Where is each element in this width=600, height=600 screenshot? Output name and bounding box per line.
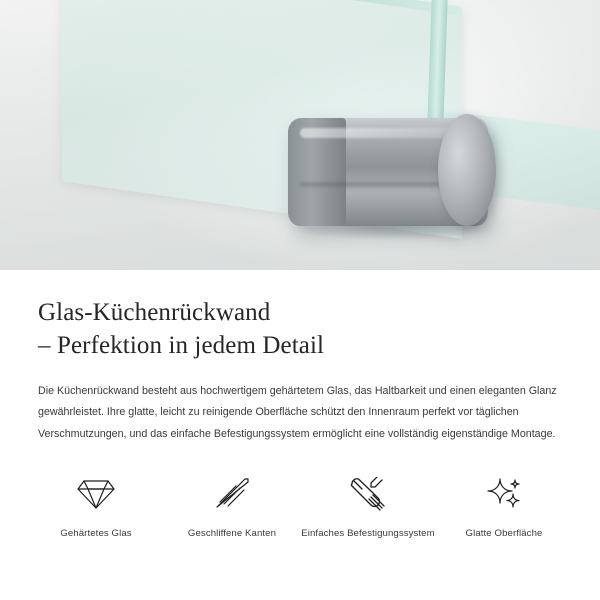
tools-icon [348, 474, 388, 514]
feature-item-polished-edges [164, 474, 300, 539]
feature-item-smooth-surface [436, 474, 572, 539]
feature-label: Einfaches Befestigungssystem [301, 528, 435, 540]
feature-item-mounting-system [300, 474, 436, 539]
headline-line-1: Glas-Küchenrückwand [38, 299, 271, 326]
sparkle-icon [484, 474, 524, 514]
metal-clamp-end-cap [438, 114, 496, 226]
polished-edges-icon [212, 474, 252, 514]
text-content [0, 270, 600, 446]
page-title [38, 296, 562, 363]
feature-label: Gehärtetes Glas [60, 528, 132, 540]
headline-line-2: – Perfektion in jedem Detail [38, 332, 325, 360]
feature-label: Geschliffene Kanten [187, 528, 277, 540]
feature-item-tempered-glass [28, 474, 164, 539]
hero-image [0, 0, 600, 270]
diamond-icon [76, 474, 116, 514]
feature-label: Glatte Oberfläche [465, 528, 543, 540]
body-paragraph: Die Küchenrückwand besteht aus hochwertigem gehärtetem Glas, das Haltbarkeit und einen eleganten Glanz gewährleistet. Ihre glatte, leicht zu reinigende Oberfläche schützt den Innenraum perfekt vor täglichen Verschmutzungen, und das einfache Befestigungssystem ermöglicht eine vollständig eigenständige Montage. [38, 384, 557, 441]
feature-list [0, 446, 600, 539]
